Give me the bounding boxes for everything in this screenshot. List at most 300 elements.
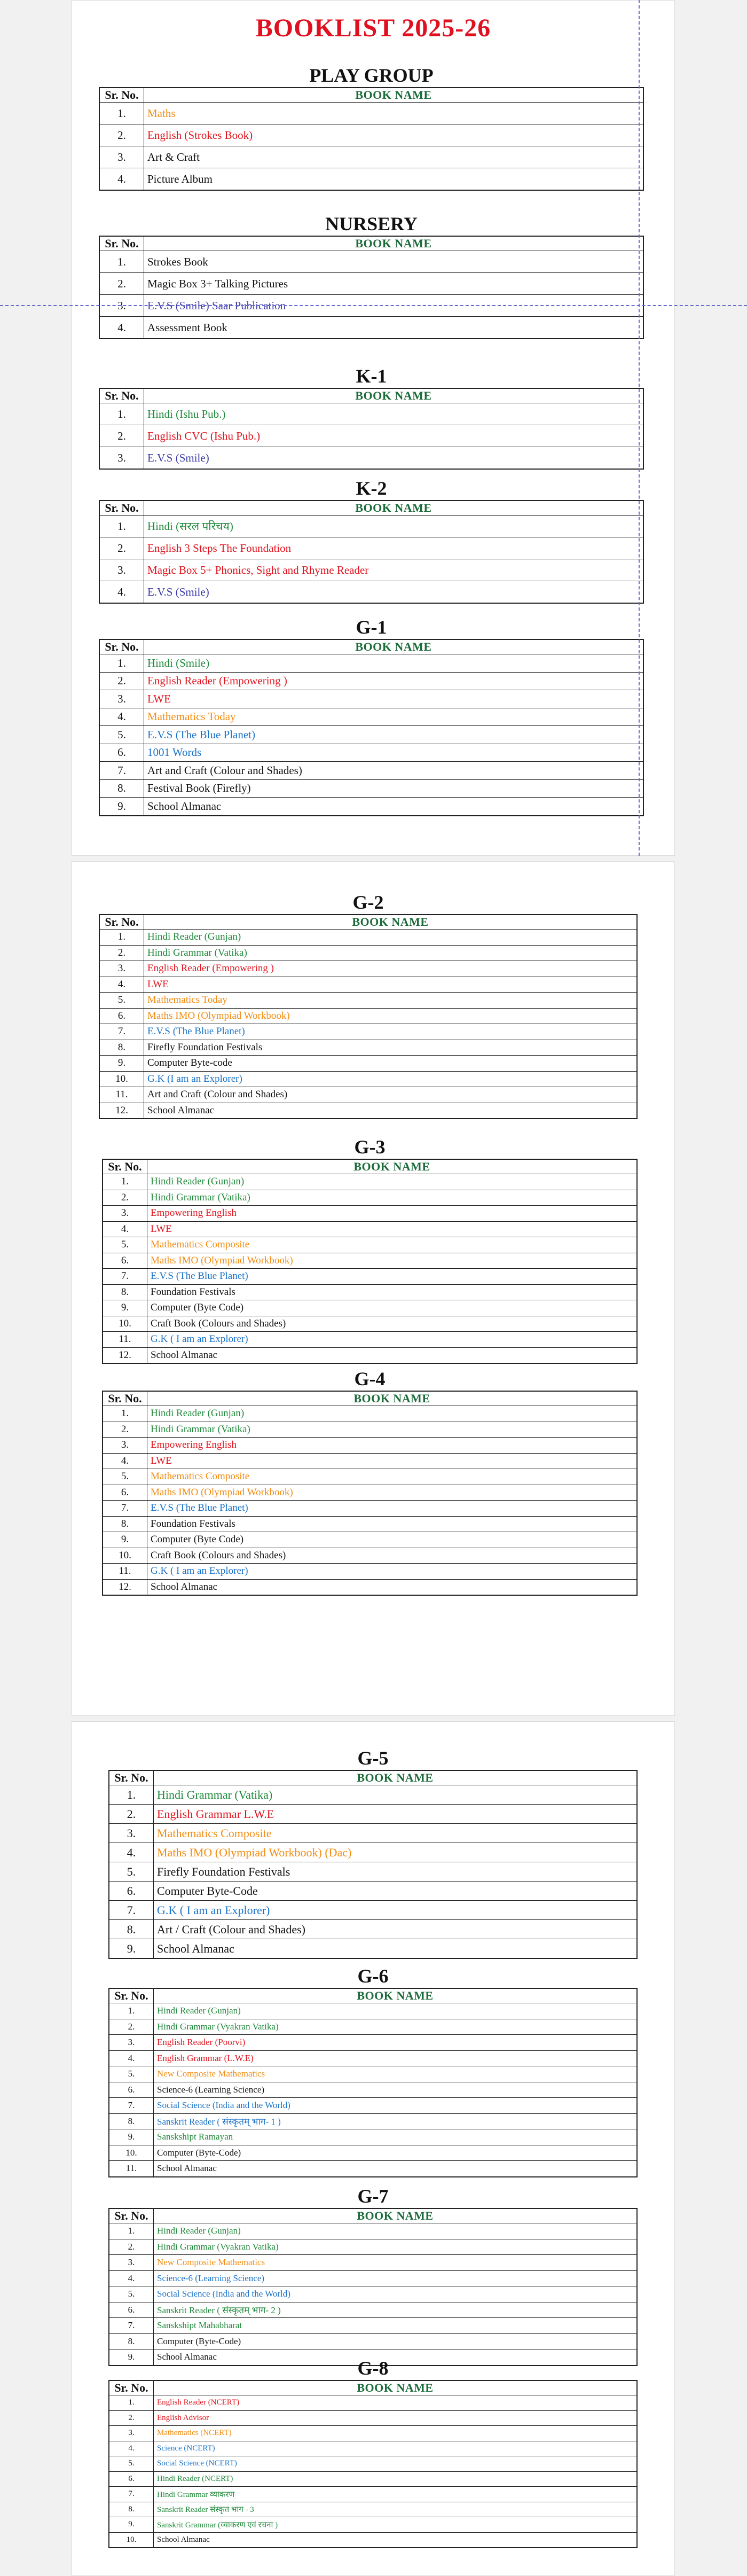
serial-number-cell: 10. bbox=[99, 1071, 144, 1087]
grade-heading: G-3 bbox=[354, 1136, 386, 1158]
serial-number-cell: 8. bbox=[109, 1920, 154, 1939]
serial-number-cell: 11. bbox=[103, 1332, 147, 1348]
table-row bbox=[109, 1882, 637, 1901]
table-row bbox=[109, 2318, 637, 2334]
grade-heading: K-2 bbox=[356, 478, 387, 499]
booklist-table bbox=[108, 1770, 638, 1959]
grade-section bbox=[99, 65, 644, 191]
serial-number-cell: 10. bbox=[103, 1316, 147, 1332]
serial-number-cell: 2. bbox=[99, 425, 144, 447]
serial-number-cell: 2. bbox=[103, 1190, 147, 1206]
serial-number-cell: 5. bbox=[109, 2066, 154, 2082]
book-name-cell: Science (NCERT) bbox=[154, 2441, 638, 2456]
table-row bbox=[99, 1024, 637, 1040]
book-name-cell: School Almanac bbox=[154, 2532, 638, 2548]
book-name-cell: Social Science (India and the World) bbox=[154, 2098, 638, 2114]
table-row bbox=[103, 1453, 637, 1469]
book-name-cell: Hindi Reader (Gunjan) bbox=[147, 1406, 638, 1422]
book-name-header: BOOK NAME bbox=[154, 1770, 638, 1785]
sr-no-header: Sr. No. bbox=[99, 88, 144, 103]
table-row bbox=[109, 2129, 637, 2145]
table-header-row bbox=[99, 915, 637, 930]
serial-number-cell: 2. bbox=[99, 273, 144, 295]
table-row bbox=[109, 2471, 637, 2487]
grade-heading: G-5 bbox=[357, 1747, 389, 1769]
table-row bbox=[109, 1805, 637, 1824]
table-row bbox=[109, 1920, 637, 1939]
table-row bbox=[103, 1190, 637, 1206]
serial-number-cell: 2. bbox=[109, 2239, 154, 2255]
booklist-table bbox=[99, 236, 644, 339]
book-name-cell: Mathematics Today bbox=[144, 708, 644, 726]
table-row bbox=[109, 2113, 637, 2129]
table-row bbox=[103, 1237, 637, 1253]
serial-number-cell: 8. bbox=[109, 2113, 154, 2129]
grade-heading: G-6 bbox=[357, 1965, 389, 1987]
serial-number-cell: 7. bbox=[99, 1024, 144, 1040]
book-name-cell: Hindi Reader (NCERT) bbox=[154, 2471, 638, 2487]
grade-section bbox=[108, 2358, 638, 2548]
table-row bbox=[103, 1206, 637, 1222]
serial-number-cell: 2. bbox=[99, 945, 144, 961]
serial-number-cell: 7. bbox=[103, 1269, 147, 1285]
book-name-cell: School Almanac bbox=[144, 1103, 638, 1119]
sr-no-header: Sr. No. bbox=[99, 388, 144, 403]
table-row bbox=[109, 2410, 637, 2426]
table-row bbox=[99, 726, 643, 744]
table-row bbox=[109, 2441, 637, 2456]
book-name-cell: E.V.S (Smile) bbox=[144, 447, 644, 470]
table-row bbox=[99, 690, 643, 708]
table-row bbox=[99, 945, 637, 961]
table-row bbox=[99, 654, 643, 673]
table-row bbox=[99, 516, 643, 537]
serial-number-cell: 5. bbox=[103, 1237, 147, 1253]
book-name-cell: E.V.S (Smile) Saar Publication bbox=[144, 295, 644, 317]
serial-number-cell: 5. bbox=[103, 1469, 147, 1485]
serial-number-cell: 1. bbox=[99, 251, 144, 273]
grade-heading: G-8 bbox=[357, 2358, 389, 2379]
table-header-row bbox=[103, 1391, 637, 1406]
table-row bbox=[99, 708, 643, 726]
book-name-cell: Foundation Festivals bbox=[147, 1284, 638, 1300]
serial-number-cell: 1. bbox=[103, 1406, 147, 1422]
table-row bbox=[109, 2145, 637, 2161]
book-name-cell: Sanskrit Grammar (व्याकरण एवं रचना ) bbox=[154, 2517, 638, 2533]
table-row bbox=[103, 1501, 637, 1517]
table-row bbox=[109, 2082, 637, 2098]
table-row bbox=[99, 1040, 637, 1056]
book-name-cell: Social Science (NCERT) bbox=[154, 2456, 638, 2472]
table-row bbox=[109, 2426, 637, 2441]
serial-number-cell: 1. bbox=[109, 2003, 154, 2019]
book-name-cell: Mathematics Composite bbox=[147, 1237, 638, 1253]
serial-number-cell: 4. bbox=[99, 977, 144, 993]
table-row bbox=[99, 146, 643, 168]
table-header-row bbox=[99, 388, 643, 403]
book-name-cell: Sanskrit Reader ( संस्कृतम्‌ भाग- 1 ) bbox=[154, 2113, 638, 2129]
book-name-cell: English 3 Steps The Foundation bbox=[144, 537, 644, 559]
serial-number-cell: 6. bbox=[99, 1008, 144, 1024]
serial-number-cell: 10. bbox=[103, 1548, 147, 1564]
book-name-cell: 1001 Words bbox=[144, 744, 644, 762]
table-row bbox=[109, 2517, 637, 2533]
book-name-cell: English Grammar (L.W.E) bbox=[154, 2050, 638, 2066]
book-name-cell: Hindi Grammar व्याकरण bbox=[154, 2487, 638, 2502]
book-name-cell: Magic Box 3+ Talking Pictures bbox=[144, 273, 644, 295]
table-row bbox=[109, 1901, 637, 1920]
serial-number-cell: 2. bbox=[109, 2410, 154, 2426]
grade-heading: G-2 bbox=[352, 892, 384, 913]
serial-number-cell: 3. bbox=[99, 961, 144, 977]
table-row bbox=[109, 2487, 637, 2502]
book-name-cell: Magic Box 5+ Phonics, Sight and Rhyme Reader bbox=[144, 559, 644, 581]
grade-section bbox=[102, 1368, 638, 1596]
book-name-cell: LWE bbox=[144, 977, 638, 993]
grade-section bbox=[108, 1747, 638, 1959]
table-row bbox=[109, 2255, 637, 2271]
book-name-header: BOOK NAME bbox=[147, 1391, 638, 1406]
table-row bbox=[103, 1564, 637, 1580]
serial-number-cell: 1. bbox=[99, 654, 144, 673]
table-header-row bbox=[103, 1159, 637, 1174]
table-row bbox=[109, 2333, 637, 2349]
book-name-cell: School Almanac bbox=[154, 1939, 638, 1959]
table-row bbox=[103, 1300, 637, 1316]
serial-number-cell: 4. bbox=[99, 581, 144, 604]
book-name-header: BOOK NAME bbox=[154, 1988, 638, 2003]
serial-number-cell: 1. bbox=[99, 103, 144, 124]
serial-number-cell: 9. bbox=[109, 1939, 154, 1959]
book-name-cell: Festival Book (Firefly) bbox=[144, 779, 644, 798]
book-name-cell: Maths IMO (Olympiad Workbook) bbox=[147, 1485, 638, 1501]
table-row bbox=[109, 2302, 637, 2318]
book-name-cell: Strokes Book bbox=[144, 251, 644, 273]
serial-number-cell: 5. bbox=[109, 2456, 154, 2472]
serial-number-cell: 4. bbox=[103, 1221, 147, 1237]
table-row bbox=[99, 961, 637, 977]
table-row bbox=[99, 1087, 637, 1103]
book-name-cell: Hindi Grammar (Vatika) bbox=[147, 1190, 638, 1206]
vertical-guide-line bbox=[639, 0, 640, 856]
book-name-cell: Hindi Grammar (Vatika) bbox=[144, 945, 638, 961]
booklist-table bbox=[108, 2380, 638, 2548]
serial-number-cell: 1. bbox=[103, 1174, 147, 1190]
table-row bbox=[109, 2066, 637, 2082]
serial-number-cell: 9. bbox=[109, 2129, 154, 2145]
grade-section bbox=[108, 2185, 638, 2366]
sr-no-header: Sr. No. bbox=[99, 915, 144, 930]
grade-heading: K-1 bbox=[356, 365, 387, 387]
grade-section bbox=[99, 616, 644, 816]
book-name-cell: Computer Byte-Code bbox=[154, 1882, 638, 1901]
table-row bbox=[99, 744, 643, 762]
sr-no-header: Sr. No. bbox=[99, 639, 144, 654]
grade-heading: G-4 bbox=[354, 1368, 386, 1390]
serial-number-cell: 1. bbox=[109, 2395, 154, 2411]
table-row bbox=[99, 168, 643, 191]
book-name-cell: LWE bbox=[147, 1221, 638, 1237]
book-name-cell: Sanskrit Reader संस्कृत भाग - 3 bbox=[154, 2502, 638, 2517]
grade-section bbox=[108, 1965, 638, 2177]
grade-heading: G-1 bbox=[356, 616, 387, 638]
book-name-cell: E.V.S (The Blue Planet) bbox=[144, 726, 644, 744]
book-name-cell: Empowering English bbox=[147, 1206, 638, 1222]
table-row bbox=[109, 1939, 637, 1959]
table-row bbox=[99, 779, 643, 798]
grade-section bbox=[102, 1136, 638, 1364]
table-header-row bbox=[109, 1988, 637, 2003]
serial-number-cell: 4. bbox=[109, 1843, 154, 1862]
table-row bbox=[103, 1332, 637, 1348]
book-name-cell: E.V.S (The Blue Planet) bbox=[147, 1501, 638, 1517]
booklist-table bbox=[108, 1988, 638, 2177]
book-name-cell: Maths IMO (Olympiad Workbook) bbox=[147, 1253, 638, 1269]
book-name-cell: Foundation Festivals bbox=[147, 1516, 638, 1532]
book-name-cell: New Composite Mathematics bbox=[154, 2255, 638, 2271]
serial-number-cell: 8. bbox=[103, 1516, 147, 1532]
book-name-cell: Mathematics Composite bbox=[147, 1469, 638, 1485]
table-row bbox=[103, 1438, 637, 1454]
serial-number-cell: 5. bbox=[109, 1862, 154, 1882]
book-name-header: BOOK NAME bbox=[154, 2380, 638, 2395]
table-row bbox=[99, 425, 643, 447]
grade-heading: NURSERY bbox=[325, 213, 418, 235]
serial-number-cell: 1. bbox=[99, 403, 144, 425]
book-name-header: BOOK NAME bbox=[144, 501, 644, 516]
book-name-cell: G.K ( I am an Explorer) bbox=[154, 1901, 638, 1920]
book-name-cell: Maths IMO (Olympiad Workbook) (Dac) bbox=[154, 1843, 638, 1862]
book-name-cell: Sanskshipt Mahabharat bbox=[154, 2318, 638, 2334]
sr-no-header: Sr. No. bbox=[103, 1391, 147, 1406]
grade-section bbox=[99, 213, 644, 339]
serial-number-cell: 3. bbox=[109, 1824, 154, 1843]
serial-number-cell: 3. bbox=[99, 447, 144, 470]
table-row bbox=[109, 1862, 637, 1882]
serial-number-cell: 3. bbox=[103, 1206, 147, 1222]
table-row bbox=[109, 2003, 637, 2019]
book-name-cell: Hindi Reader (Gunjan) bbox=[144, 930, 638, 946]
table-row bbox=[99, 103, 643, 124]
serial-number-cell: 5. bbox=[99, 726, 144, 744]
serial-number-cell: 7. bbox=[99, 762, 144, 780]
booklist-table bbox=[99, 87, 644, 191]
table-header-row bbox=[109, 2208, 637, 2223]
book-name-cell: Hindi Grammar (Vyakran Vatika) bbox=[154, 2019, 638, 2035]
book-name-cell: Hindi Grammar (Vyakran Vatika) bbox=[154, 2239, 638, 2255]
booklist-table bbox=[108, 2208, 638, 2366]
book-name-cell: Computer (Byte Code) bbox=[147, 1300, 638, 1316]
serial-number-cell: 6. bbox=[109, 1882, 154, 1901]
sr-no-header: Sr. No. bbox=[109, 1770, 154, 1785]
table-row bbox=[109, 2019, 637, 2035]
book-name-cell: Hindi Reader (Gunjan) bbox=[154, 2223, 638, 2239]
book-name-cell: Computer (Byte-Code) bbox=[154, 2145, 638, 2161]
book-name-cell: Science-6 (Learning Science) bbox=[154, 2270, 638, 2286]
table-row bbox=[103, 1347, 637, 1363]
table-row bbox=[103, 1174, 637, 1190]
book-name-cell: Maths bbox=[144, 103, 644, 124]
serial-number-cell: 3. bbox=[103, 1438, 147, 1454]
book-name-cell: Computer (Byte-Code) bbox=[154, 2333, 638, 2349]
serial-number-cell: 3. bbox=[109, 2255, 154, 2271]
grade-heading: G-7 bbox=[357, 2185, 389, 2207]
table-header-row bbox=[109, 1770, 637, 1785]
book-name-cell: Hindi (Ishu Pub.) bbox=[144, 403, 644, 425]
serial-number-cell: 3. bbox=[99, 146, 144, 168]
book-name-cell: Maths IMO (Olympiad Workbook) bbox=[144, 1008, 638, 1024]
book-name-cell: Sanskshipt Ramayan bbox=[154, 2129, 638, 2145]
table-row bbox=[103, 1406, 637, 1422]
book-name-cell: E.V.S (Smile) bbox=[144, 581, 644, 604]
book-name-cell: Computer (Byte Code) bbox=[147, 1532, 638, 1548]
table-row bbox=[109, 2270, 637, 2286]
book-name-header: BOOK NAME bbox=[147, 1159, 638, 1174]
serial-number-cell: 4. bbox=[99, 168, 144, 191]
serial-number-cell: 8. bbox=[103, 1284, 147, 1300]
book-name-cell: G.K ( I am an Explorer) bbox=[147, 1564, 638, 1580]
book-name-cell: LWE bbox=[144, 690, 644, 708]
serial-number-cell: 3. bbox=[99, 295, 144, 317]
serial-number-cell: 7. bbox=[109, 2318, 154, 2334]
table-header-row bbox=[109, 2380, 637, 2395]
table-row bbox=[99, 1071, 637, 1087]
table-row bbox=[99, 1103, 637, 1119]
serial-number-cell: 11. bbox=[99, 1087, 144, 1103]
serial-number-cell: 11. bbox=[103, 1564, 147, 1580]
serial-number-cell: 9. bbox=[99, 798, 144, 816]
serial-number-cell: 7. bbox=[109, 2098, 154, 2114]
table-row bbox=[103, 1221, 637, 1237]
book-name-cell: Hindi Grammar (Vatika) bbox=[147, 1422, 638, 1438]
serial-number-cell: 1. bbox=[99, 516, 144, 537]
serial-number-cell: 3. bbox=[109, 2426, 154, 2441]
serial-number-cell: 9. bbox=[103, 1300, 147, 1316]
table-row bbox=[109, 2532, 637, 2548]
book-name-cell: School Almanac bbox=[147, 1347, 638, 1363]
table-row bbox=[99, 537, 643, 559]
table-row bbox=[109, 1785, 637, 1805]
serial-number-cell: 12. bbox=[99, 1103, 144, 1119]
grade-heading: PLAY GROUP bbox=[309, 65, 434, 86]
serial-number-cell: 10. bbox=[109, 2532, 154, 2548]
serial-number-cell: 8. bbox=[99, 1040, 144, 1056]
table-row bbox=[103, 1548, 637, 1564]
table-row bbox=[99, 559, 643, 581]
table-row bbox=[109, 2035, 637, 2051]
book-name-cell: English Advisor bbox=[154, 2410, 638, 2426]
book-name-cell: English (Strokes Book) bbox=[144, 124, 644, 146]
book-name-cell: Firefly Foundation Festivals bbox=[144, 1040, 638, 1056]
serial-number-cell: 3. bbox=[99, 690, 144, 708]
serial-number-cell: 8. bbox=[109, 2502, 154, 2517]
table-row bbox=[109, 1824, 637, 1843]
table-row bbox=[99, 672, 643, 690]
book-name-cell: Picture Album bbox=[144, 168, 644, 191]
table-row bbox=[109, 2239, 637, 2255]
serial-number-cell: 1. bbox=[109, 2223, 154, 2239]
serial-number-cell: 3. bbox=[109, 2035, 154, 2051]
book-name-header: BOOK NAME bbox=[144, 88, 644, 103]
sr-no-header: Sr. No. bbox=[103, 1159, 147, 1174]
serial-number-cell: 6. bbox=[103, 1485, 147, 1501]
booklist-table bbox=[102, 1391, 638, 1596]
serial-number-cell: 2. bbox=[109, 1805, 154, 1824]
book-name-cell: Empowering English bbox=[147, 1438, 638, 1454]
sr-no-header: Sr. No. bbox=[99, 236, 144, 251]
table-row bbox=[99, 317, 643, 339]
book-name-cell: Sanskrit Reader ( संस्कृतम्‌ भाग- 2 ) bbox=[154, 2302, 638, 2318]
table-row bbox=[103, 1422, 637, 1438]
serial-number-cell: 7. bbox=[103, 1501, 147, 1517]
table-row bbox=[99, 273, 643, 295]
table-row bbox=[103, 1269, 637, 1285]
book-name-cell: Science-6 (Learning Science) bbox=[154, 2082, 638, 2098]
sr-no-header: Sr. No. bbox=[109, 1988, 154, 2003]
serial-number-cell: 8. bbox=[109, 2333, 154, 2349]
table-header-row bbox=[99, 88, 643, 103]
serial-number-cell: 10. bbox=[109, 2145, 154, 2161]
table-header-row bbox=[99, 639, 643, 654]
book-name-cell: E.V.S (The Blue Planet) bbox=[144, 1024, 638, 1040]
grade-section bbox=[99, 892, 638, 1119]
serial-number-cell: 12. bbox=[103, 1347, 147, 1363]
book-name-cell: Social Science (India and the World) bbox=[154, 2286, 638, 2302]
book-name-cell: School Almanac bbox=[154, 2349, 638, 2366]
book-name-cell: School Almanac bbox=[144, 798, 644, 816]
table-row bbox=[99, 124, 643, 146]
table-row bbox=[109, 2395, 637, 2411]
table-row bbox=[103, 1532, 637, 1548]
book-name-cell: Hindi (Smile) bbox=[144, 654, 644, 673]
table-row bbox=[103, 1469, 637, 1485]
table-row bbox=[99, 1056, 637, 1072]
sr-no-header: Sr. No. bbox=[109, 2208, 154, 2223]
book-name-cell: Art and Craft (Colour and Shades) bbox=[144, 1087, 638, 1103]
serial-number-cell: 6. bbox=[109, 2302, 154, 2318]
book-name-cell: Hindi Reader (Gunjan) bbox=[154, 2003, 638, 2019]
book-name-cell: English Reader (Empowering ) bbox=[144, 961, 638, 977]
table-header-row bbox=[99, 501, 643, 516]
serial-number-cell: 9. bbox=[109, 2517, 154, 2533]
serial-number-cell: 2. bbox=[109, 2019, 154, 2035]
serial-number-cell: 2. bbox=[99, 537, 144, 559]
serial-number-cell: 1. bbox=[109, 1785, 154, 1805]
table-row bbox=[99, 403, 643, 425]
book-name-cell: Craft Book (Colours and Shades) bbox=[147, 1316, 638, 1332]
table-row bbox=[103, 1284, 637, 1300]
book-name-cell: G.K (I am an Explorer) bbox=[144, 1071, 638, 1087]
serial-number-cell: 6. bbox=[109, 2082, 154, 2098]
table-row bbox=[109, 2161, 637, 2177]
table-row bbox=[109, 2098, 637, 2114]
serial-number-cell: 4. bbox=[109, 2270, 154, 2286]
booklist-table bbox=[99, 388, 644, 470]
booklist-table bbox=[99, 914, 638, 1119]
book-name-cell: Hindi Grammar (Vatika) bbox=[154, 1785, 638, 1805]
book-name-cell: Hindi (सरल परिचय) bbox=[144, 516, 644, 537]
serial-number-cell: 5. bbox=[109, 2286, 154, 2302]
book-name-cell: English Reader (Empowering ) bbox=[144, 672, 644, 690]
serial-number-cell: 4. bbox=[109, 2050, 154, 2066]
table-row bbox=[103, 1316, 637, 1332]
grade-section bbox=[99, 478, 644, 604]
book-name-cell: Computer Byte-code bbox=[144, 1056, 638, 1072]
serial-number-cell: 6. bbox=[109, 2471, 154, 2487]
serial-number-cell: 7. bbox=[109, 1901, 154, 1920]
serial-number-cell: 12. bbox=[103, 1579, 147, 1595]
serial-number-cell: 4. bbox=[99, 317, 144, 339]
